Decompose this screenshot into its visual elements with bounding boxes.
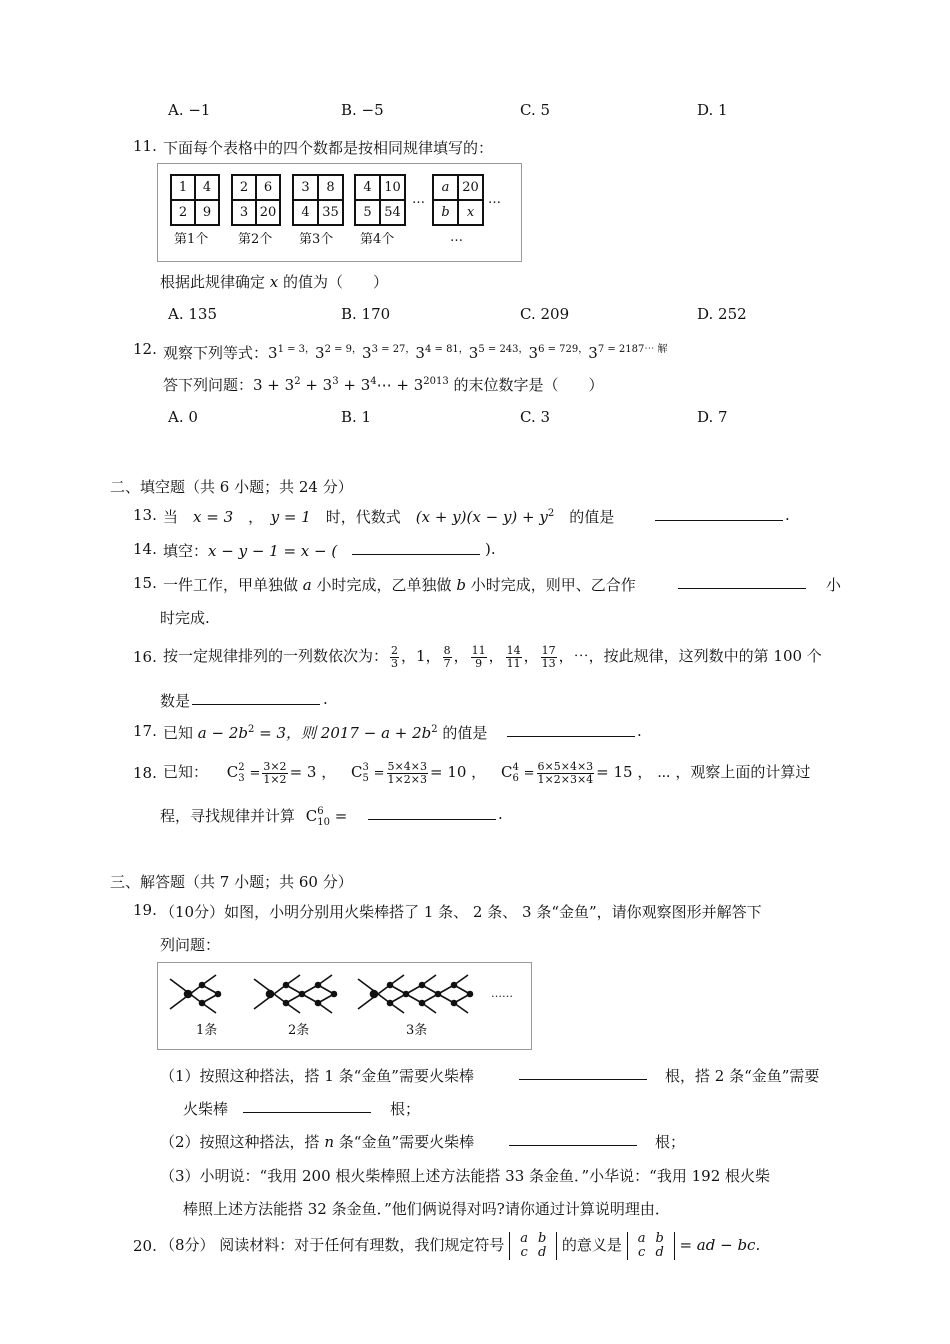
determinant-symbol [509, 1232, 557, 1260]
q17-answer-blank[interactable] [507, 722, 635, 737]
q15-line2: 时完成. [160, 609, 210, 627]
table-cell: 20 [256, 200, 280, 225]
ellipsis: …… [491, 987, 513, 1000]
q18-text: 程，寻找规律并计算 [160, 807, 296, 825]
q19-part1-blank-2[interactable] [243, 1098, 371, 1113]
q11-table-figure [157, 163, 522, 262]
q14-answer-blank[interactable] [352, 540, 480, 555]
q19-part1-line1: （1）按照这种搭法，搭 1 条“金鱼”需要火柴棒 [160, 1067, 474, 1085]
superscript: 2 [238, 762, 245, 773]
numerator: 2 [391, 643, 399, 657]
q13-text: 的值是 [554, 508, 615, 526]
q15-text: 一件工作，甲单独做 [163, 576, 299, 594]
table-cell: 20 [458, 175, 483, 200]
matchstick-fish-figure [157, 962, 532, 1050]
q16-text: 按一定规律排列的一列数依次为： [163, 647, 389, 665]
q17-power: 2 [248, 724, 255, 735]
table-caption: 第2个 [238, 232, 273, 247]
fraction [387, 761, 428, 786]
fish-caption: 3条 [406, 1023, 428, 1038]
subscript: 6 [512, 773, 519, 784]
q10-option-a: A. −1 [168, 101, 211, 119]
q13-number: 13. [133, 506, 157, 524]
matrix-entry: a [520, 1231, 528, 1246]
q13-text: 当 [163, 508, 194, 526]
table-cell: 4 [355, 175, 380, 200]
matrix-entry: b [655, 1231, 664, 1246]
denominator: 1×2×3×4 [537, 772, 594, 786]
denominator: 3 [391, 656, 399, 670]
fraction [506, 645, 522, 670]
q11-variable: x [269, 273, 279, 291]
q12-text: + 3 [338, 376, 371, 394]
table-caption: 第3个 [299, 232, 334, 247]
denominator: 9 [475, 656, 483, 670]
q19-part1-line2: 火柴棒 [183, 1100, 229, 1118]
q12-base: 3 [268, 344, 278, 362]
q19-part2 [160, 1131, 474, 1152]
determinant-symbol [627, 1232, 675, 1260]
table-cell: x [458, 200, 483, 225]
q18-text: ⋯ ，观察上面的计算过 [657, 763, 811, 781]
denominator: 1×2×3 [387, 772, 427, 786]
table-cell: 4 [195, 175, 219, 200]
q11-option-d: D. 252 [697, 305, 747, 323]
q19-line1: （10分）如图，小明分别用火柴棒搭了 1 条、 2 条、 3 条“金鱼”，请你观察图形并解答下 [160, 903, 762, 921]
q12-line1 [163, 340, 668, 363]
matrix-entry: c [638, 1245, 646, 1260]
q19-number: 19. [133, 901, 157, 919]
q12-text: + 3 [300, 376, 333, 394]
q12-option-d: D. 7 [697, 408, 728, 426]
q19-text: （2）按照这种搭法，搭 [160, 1133, 320, 1151]
q12-power: 4 [370, 376, 377, 387]
q12-option-a: A. 0 [168, 408, 198, 426]
q11-stem: 下面每个表格中的四个数都是按相同规律填写的： [163, 139, 494, 157]
table-caption: 第4个 [360, 232, 395, 247]
q19-part1-end: 根； [390, 1100, 421, 1118]
subscript: 5 [362, 773, 369, 784]
denominator: 7 [443, 656, 451, 670]
q12-text: 的末位数字是（ ） [448, 376, 604, 394]
denominator: 1×2 [263, 772, 287, 786]
fraction [471, 645, 487, 670]
q18-number: 18. [133, 764, 157, 782]
section-3-heading: 三、解答题（共 7 小题；共 60 分） [110, 873, 353, 891]
q15-math: a [302, 576, 312, 594]
q15-number: 15. [133, 574, 157, 592]
q16-text: 1， [416, 647, 441, 665]
table-cell: 10 [380, 175, 405, 200]
matrix-entry: d [655, 1245, 664, 1260]
q15-math: b [456, 576, 466, 594]
q12-power: 2 = 9， [324, 344, 363, 355]
q17-number: 17. [133, 722, 157, 740]
q19-part1-blank-1[interactable] [519, 1065, 647, 1080]
q16-period: . [323, 690, 328, 708]
fraction [443, 645, 452, 670]
denominator: 13 [541, 656, 556, 670]
q16-text: ⋯，按此规律，这列数中的第 100 个 [573, 647, 822, 665]
table-cell: 1 [171, 175, 195, 200]
q20-text: 的意义是 [561, 1236, 622, 1254]
q13-math: x = 3 [193, 508, 234, 526]
fish-1 [170, 975, 221, 1013]
q12-base: 3 [468, 344, 479, 362]
fish-2 [254, 975, 337, 1013]
q11-question [160, 271, 388, 292]
fraction [537, 761, 595, 786]
fraction [390, 645, 399, 670]
table-cell: 3 [232, 200, 256, 225]
q20-line [160, 1229, 760, 1261]
q12-text: 答下列问题：3 + 3 [163, 376, 295, 394]
q12-power: 3 = 27， [371, 344, 416, 355]
q11-question-text: 根据此规律确定 [160, 273, 266, 291]
ellipsis: … [488, 192, 501, 207]
ellipsis: … [412, 192, 425, 207]
denominator: 11 [506, 656, 521, 670]
q17-text: 已知 [163, 724, 194, 742]
q10-option-c: C. 5 [520, 101, 551, 119]
q20-math: = ad − bc. [679, 1236, 761, 1254]
matrix-entry: a [637, 1231, 646, 1246]
q12-power: 1 = 3， [277, 344, 316, 355]
q15-text: 小时完成，则甲、乙合作 [470, 576, 636, 594]
q12-power: 5 = 243， [478, 344, 529, 355]
q12-power: 6 = 729， [538, 344, 589, 355]
table-cell: a [433, 175, 458, 200]
q15-answer-blank[interactable] [678, 574, 806, 589]
q12-line2 [163, 374, 604, 395]
q18-equals: = [330, 807, 348, 825]
fraction [262, 761, 287, 786]
q19-part3-line1: （3）小明说：“我用 200 根火柴棒照上述方法能搭 33 条金鱼．”小华说：“我用 192 根火柴 [160, 1167, 771, 1185]
q13-power: 2 [547, 508, 555, 519]
table-cell: 8 [318, 175, 343, 200]
fish-3 [358, 975, 473, 1013]
q14-line [163, 540, 337, 561]
q16-number: 16. [133, 648, 157, 666]
table-cell: 9 [195, 200, 219, 225]
q12-option-c: C. 3 [520, 408, 551, 426]
matrix-entry: d [537, 1245, 547, 1260]
q12-base: 3 [315, 344, 325, 362]
q12-power: 4 = 81， [424, 344, 469, 355]
table-cell: 35 [318, 200, 343, 225]
q18-value: = 10 ， [429, 763, 487, 781]
q12-base: 3 [362, 344, 372, 362]
q19-part2-blank[interactable] [509, 1131, 637, 1146]
section-2-heading: 二、填空题（共 6 小题；共 24 分） [110, 478, 353, 496]
q10-option-d: D. 1 [697, 101, 728, 119]
q13-math: (x + y)(x − y) + y [415, 508, 548, 526]
numerator: 17 [541, 643, 556, 657]
superscript: 3 [362, 762, 369, 773]
matrix-entry: c [520, 1245, 528, 1260]
subscript: 3 [238, 773, 245, 784]
q20-number: 20. [133, 1237, 157, 1255]
q16-answer-blank[interactable] [192, 690, 320, 705]
numerator: 14 [506, 643, 521, 657]
q18-period: . [498, 805, 503, 823]
pattern-table-3 [292, 174, 344, 226]
q20-text: （8分） 阅读材料：对于任何有理数，我们规定符号 [160, 1236, 505, 1254]
q13-period: . [785, 506, 790, 524]
q11-number: 11. [133, 137, 157, 155]
table-cell: 2 [171, 200, 195, 225]
numerator: 5×4×3 [387, 759, 427, 773]
q19-part1-text: 根，搭 2 条“金鱼”需要 [665, 1067, 820, 1085]
q16-line1: 按一定规律排列的一列数依次为： $\frac{2}{3}$ ，1， $\frac{8}{7}$ ， $\frac{11}{9}$ ， $\frac{14}{11}$ ， $\frac{17}{13}$ ，⋯，按此规律，这列数中的第 100 个 [163, 643, 822, 670]
table-cell: 6 [256, 175, 280, 200]
q14-close: ). [485, 540, 496, 558]
q18-text: 已知： [163, 763, 209, 781]
table-cell: 2 [232, 175, 256, 200]
table-cell: 4 [293, 200, 318, 225]
q15-line1 [163, 574, 636, 595]
q19-line2: 列问题： [160, 936, 221, 954]
pattern-table-n [432, 174, 484, 226]
q12-text: 观察下列等式： [163, 344, 269, 362]
q11-option-b: B. 170 [341, 305, 391, 323]
pattern-table-1 [170, 174, 220, 226]
q12-option-b: B. 1 [341, 408, 372, 426]
subscript: 10 [317, 817, 331, 828]
q12-power: 3 [332, 376, 339, 387]
superscript: 4 [512, 762, 519, 773]
fish-caption: 1条 [196, 1023, 218, 1038]
superscript: 6 [317, 806, 324, 817]
q18-line2: 程，寻找规律并计算 C 6 10 = [160, 806, 348, 828]
numerator: 11 [471, 643, 486, 657]
table-caption: 第1个 [174, 232, 209, 247]
q12-power: 2 [294, 376, 301, 387]
q13-text: 时，代数式 [310, 508, 416, 526]
pattern-table-2 [231, 174, 281, 226]
table-caption: … [450, 230, 463, 245]
q16-line2: 数是 [160, 692, 191, 710]
q13-text: ， [233, 508, 271, 526]
q13-math: y = 1 [270, 508, 311, 526]
q18-answer-blank[interactable] [368, 805, 496, 820]
q15-text-end: 小 [826, 576, 842, 594]
q19-part3-line2: 棒照上述方法能搭 32 条金鱼．”他们俩说得对吗?请你通过计算说明理由． [183, 1200, 670, 1218]
table-cell: 3 [293, 175, 318, 200]
q14-number: 14. [133, 540, 157, 558]
table-cell: 54 [380, 200, 405, 225]
matrix-entry: b [537, 1231, 547, 1246]
q17-math: a − 2b [197, 724, 248, 742]
q17-period: . [637, 722, 642, 740]
q14-text: 填空： [163, 542, 209, 560]
q11-question-text: 的值为（ ） [283, 273, 389, 291]
q12-power: 2013 [423, 376, 449, 387]
table-cell: 5 [355, 200, 380, 225]
q12-number: 12. [133, 340, 157, 358]
q18-value: = 3 ， [289, 763, 337, 781]
numerator: 8 [443, 643, 451, 657]
q10-option-b: B. −5 [341, 101, 384, 119]
q17-text: 的值是 [437, 724, 488, 742]
table-cell: b [433, 200, 458, 225]
q19-math: n [324, 1133, 334, 1151]
q17-math: = 3，则 2017 − a + 2b [254, 724, 432, 742]
q17-power: 2 [431, 724, 438, 735]
q13-answer-blank[interactable] [655, 506, 783, 521]
q11-option-a: A. 135 [168, 305, 217, 323]
pattern-table-4 [354, 174, 406, 226]
numerator: 3×2 [263, 759, 287, 773]
q12-power: 7 = 2187⋯ 解 [597, 344, 668, 355]
fish-caption: 2条 [288, 1023, 310, 1038]
fraction [541, 645, 557, 670]
q12-base: 3 [415, 344, 425, 362]
q12-base: 3 [528, 344, 539, 362]
q18-value: = 15 ， [596, 763, 653, 781]
q18-line1: 已知： C 2 3 = $\frac{3\times 2}{1\times 2}$ = 3 ， C 3 5 = $\frac{5\times 4\times 3}{1\times 2\times 3}$ = 10 ， C 4 6 = $\frac{6\times 5\times 4\times 3}{1\times 2\times 3\times 4}$ = 15 ， ⋯ ，观察上面的计算过 [163, 759, 811, 786]
q12-base: 3 [588, 344, 598, 362]
q15-text: 小时完成，乙单独做 [316, 576, 452, 594]
q14-math: x − y − 1 = x − ( [208, 542, 338, 560]
q13-line [163, 506, 614, 527]
q19-part2-end: 根； [655, 1133, 686, 1151]
numerator: 6×5×4×3 [537, 759, 594, 773]
q12-text: ⋯ + 3 [376, 376, 424, 394]
q19-text: 条“金鱼”需要火柴棒 [338, 1133, 475, 1151]
q17-line [163, 722, 487, 743]
q11-option-c: C. 209 [520, 305, 570, 323]
